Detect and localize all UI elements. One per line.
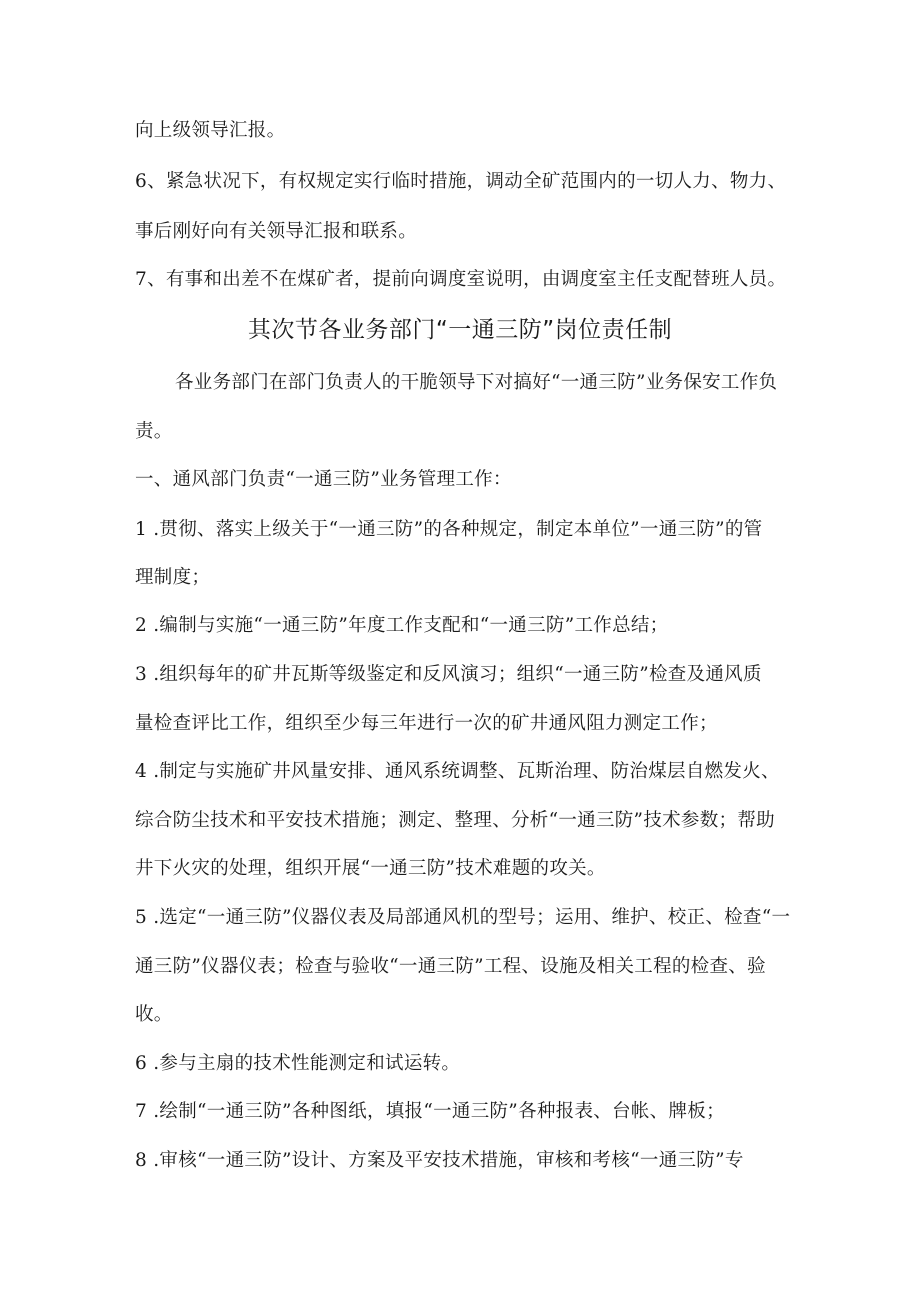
paragraph-line: 6 .参与主扇的技术性能测定和试运转。 [135, 1053, 461, 1074]
paragraph-line: 量检查评比工作，组织至少每三年进行一次的矿井通风阻力测定工作； [135, 713, 718, 734]
section-title: 其次节各业务部门“一通三防”岗位责任制 [247, 317, 673, 343]
paragraph-line: 向上级领导汇报。 [135, 120, 286, 141]
paragraph-line: 责。 [135, 421, 173, 442]
paragraph-line: 6、紧急状况下，有权规定实行临时措施，调动全矿范围内的一切人力、物力、 [135, 171, 787, 192]
paragraph-line: 通三防”仪器仪表；检查与验收“一通三防”工程、设施及相关工程的检查、验 [135, 956, 766, 977]
paragraph-line: 2 .编制与实施“一通三防”年度工作支配和“一通三防”工作总结； [135, 615, 669, 636]
paragraph-line: 事后刚好向有关领导汇报和联系。 [135, 221, 418, 242]
paragraph-line: 8 .审核“一通三防”设计、方案及平安技术措施，审核和考核“一通三防”专 [135, 1150, 744, 1171]
paragraph-line: 理制度； [135, 567, 211, 588]
paragraph-line: 一、通风部门负责“一通三防”业务管理工作： [135, 469, 512, 490]
paragraph-line: 收。 [135, 1004, 173, 1025]
paragraph-line: 综合防尘技术和平安技术措施；测定、整理、分析“一通三防”技术参数；帮助 [135, 810, 775, 831]
paragraph-line: 4 .制定与实施矿井风量安排、通风系统调整、瓦斯治理、防治煤层自燃发火、 [135, 761, 780, 782]
paragraph-line: 井下火灾的处理，组织开展“一通三防”技术难题的攻关。 [135, 858, 606, 879]
paragraph-line: 各业务部门在部门负责人的干脆领导下对搞好“一通三防”业务保安工作负 [175, 372, 778, 393]
paragraph-line: 5 .选定“一通三防”仪器仪表及局部通风机的型号；运用、维护、校正、检查“一 [135, 907, 791, 928]
paragraph-line: 7 .绘制“一通三防”各种图纸，填报“一通三防”各种报表、台帐、牌板； [135, 1101, 725, 1122]
paragraph-line: 7、有事和出差不在煤矿者，提前向调度室说明，由调度室主任支配替班人员。 [135, 269, 787, 290]
paragraph-line: 3 .组织每年的矿井瓦斯等级鉴定和反风演习；组织“一通三防”检查及通风质 [135, 664, 762, 685]
paragraph-line: 1 .贯彻、落实上级关于“一通三防”的各种规定，制定本单位”一通三防”的管 [135, 519, 763, 540]
